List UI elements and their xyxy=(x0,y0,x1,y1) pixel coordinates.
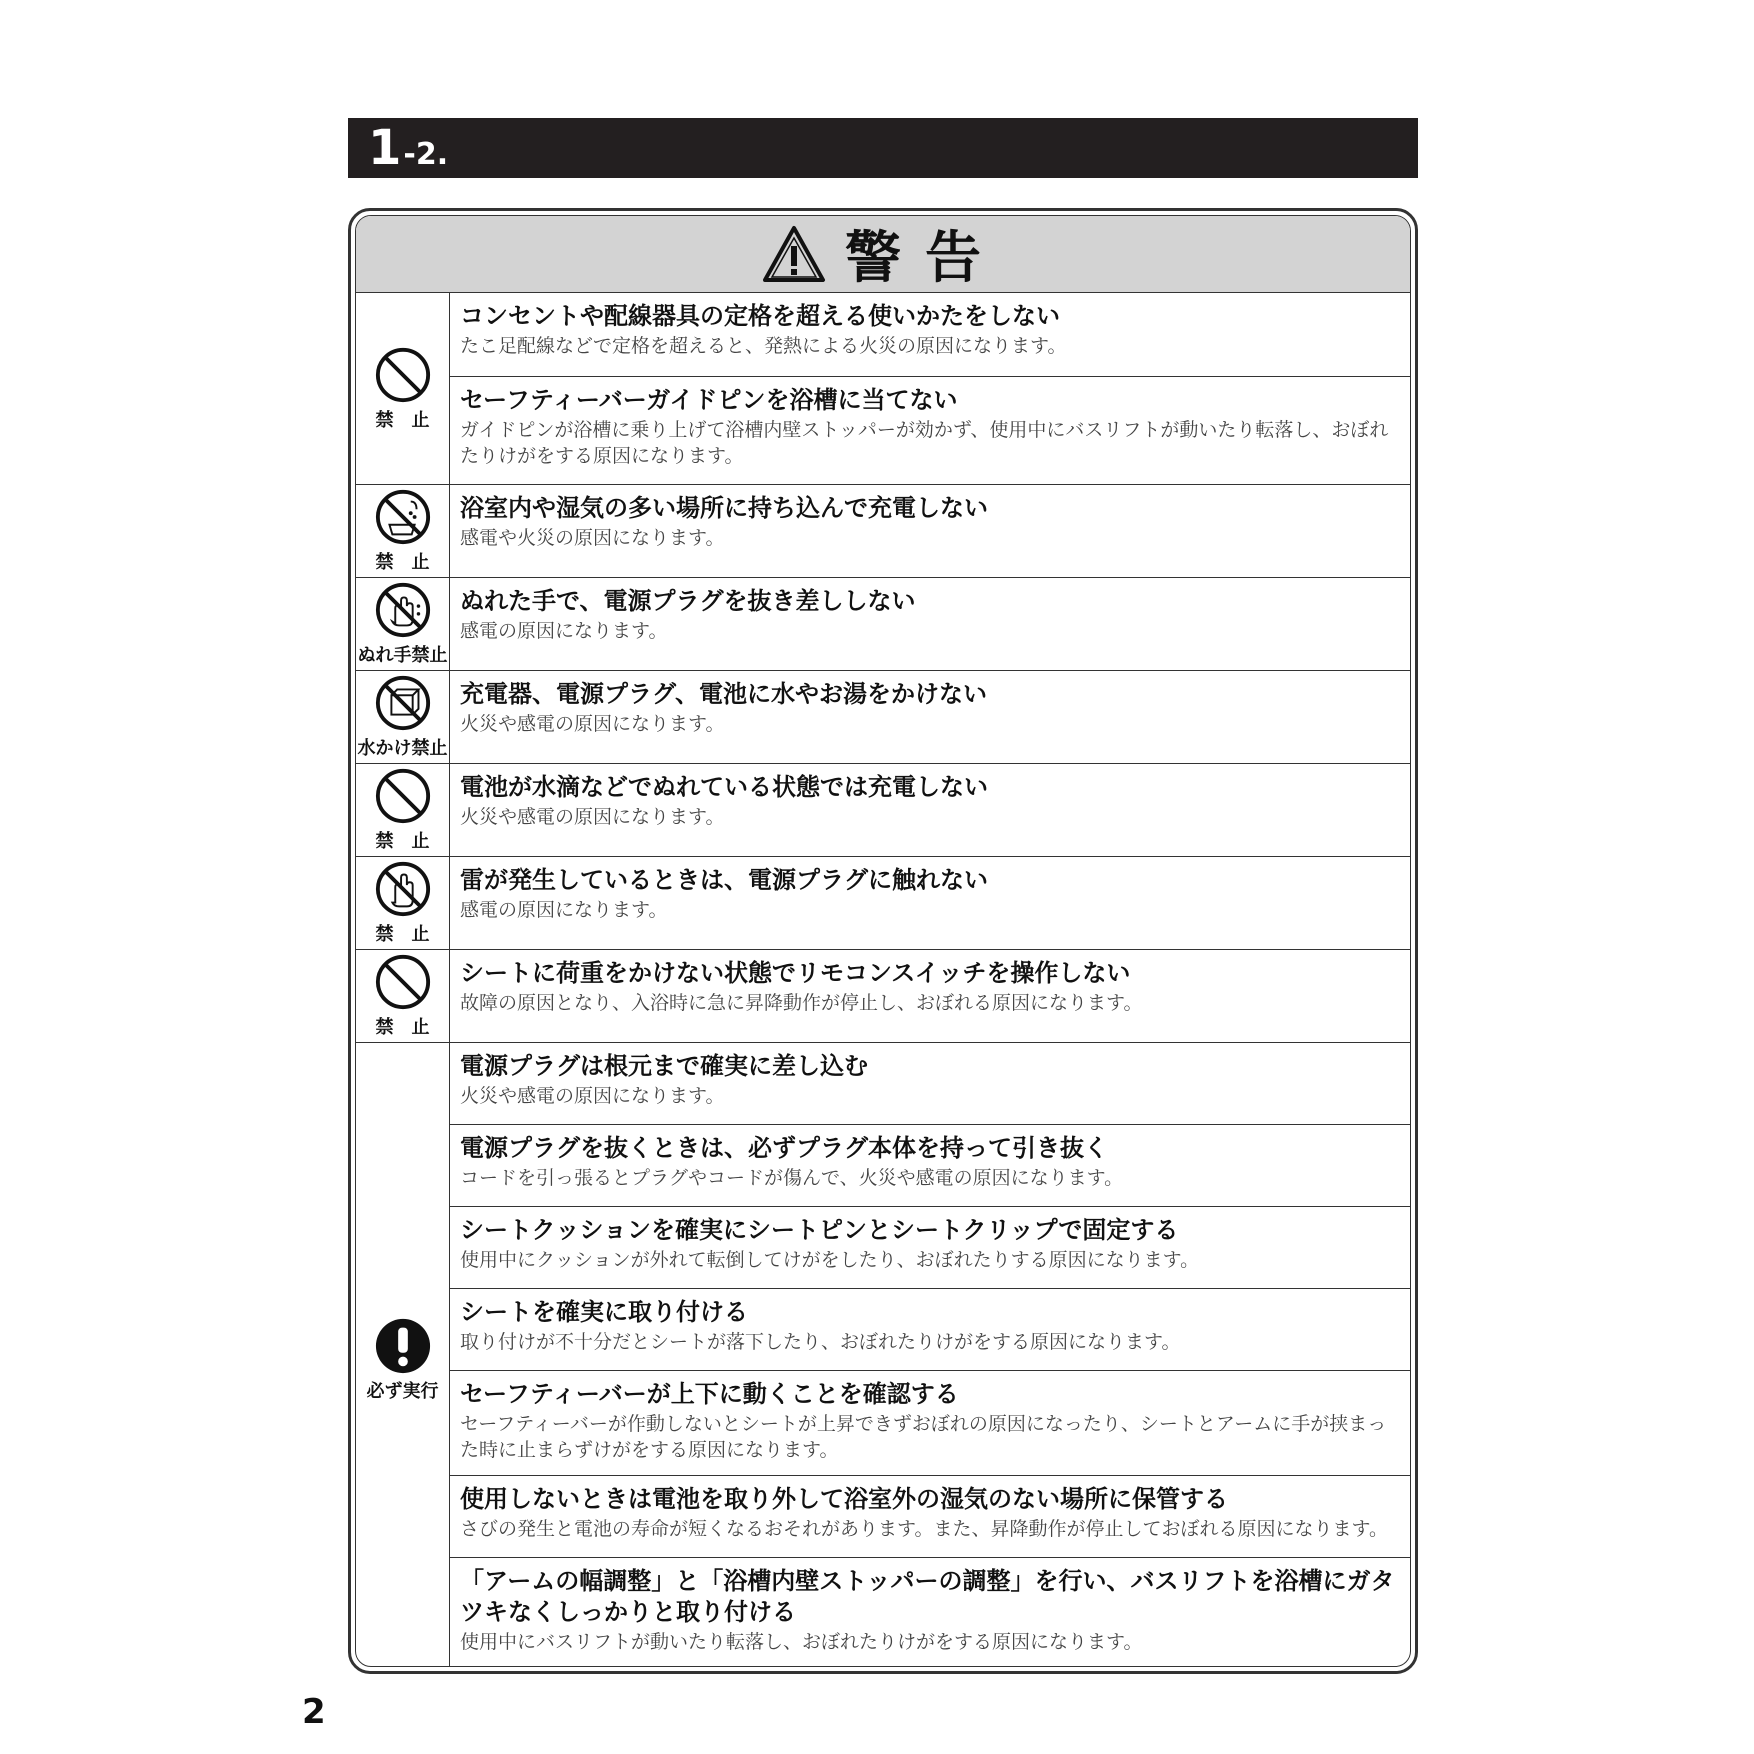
warning-item-description: 故障の原因となり、入浴時に急に昇降動作が停止し、おぼれる原因になります。 xyxy=(460,992,1143,1014)
symbol-cell xyxy=(356,578,450,670)
warning-item-heading: 電池が水滴などでぬれている状態では充電しない xyxy=(460,773,988,801)
warning-group xyxy=(356,857,1410,950)
warning-item-heading: 「アームの幅調整」と「浴槽内壁ストッパーの調整」を行い、バスリフトを浴槽にガタツキなくしっかりと取り付ける xyxy=(460,1567,1395,1626)
warning-items xyxy=(450,857,1410,949)
warning-items xyxy=(450,485,1410,577)
symbol-label: ぬれ手禁止 xyxy=(357,645,448,666)
warning-item xyxy=(450,671,1410,763)
warning-item-heading: コンセントや配線器具の定格を超える使いかたをしない xyxy=(460,302,1060,330)
warning-item xyxy=(450,1207,1410,1289)
no-water-icon xyxy=(374,674,432,732)
warning-item xyxy=(450,1043,1410,1125)
no-bathroom-icon xyxy=(374,488,432,546)
no-wet-hands-icon xyxy=(374,581,432,639)
warning-item-heading: 雷が発生しているときは、電源プラグに触れない xyxy=(460,866,988,894)
symbol-label: 禁止 xyxy=(375,831,448,852)
warning-header xyxy=(356,216,1410,293)
warning-item-heading: 充電器、電源プラグ、電池に水やお湯をかけない xyxy=(460,680,988,708)
warning-group xyxy=(356,671,1410,764)
warning-items xyxy=(450,950,1410,1042)
page-number: 2 xyxy=(302,1692,326,1732)
section-subnumber: -2. xyxy=(403,137,449,172)
warning-item-heading: シートを確実に取り付ける xyxy=(460,1298,748,1326)
warning-group xyxy=(356,578,1410,671)
symbol-cell xyxy=(356,293,450,484)
warning-item-description: たこ足配線などで定格を超えると、発熱による火災の原因になります。 xyxy=(460,335,1067,357)
prohibition-icon xyxy=(374,767,432,825)
warning-triangle-icon xyxy=(761,224,827,284)
warning-items xyxy=(450,764,1410,856)
warning-item xyxy=(450,1125,1410,1207)
warning-items xyxy=(450,671,1410,763)
symbol-label: 必ず実行 xyxy=(366,1381,439,1402)
warning-groups xyxy=(356,293,1410,1667)
prohibition-icon xyxy=(374,953,432,1011)
symbol-label: 禁止 xyxy=(375,409,448,431)
warning-box xyxy=(348,208,1418,1674)
symbol-label: 水かけ禁止 xyxy=(357,738,448,759)
warning-item-heading: 電源プラグは根元まで確実に差し込む xyxy=(460,1052,868,1080)
warning-items xyxy=(450,293,1410,484)
warning-item xyxy=(450,950,1410,1042)
warning-item-description: 火災や感電の原因になります。 xyxy=(460,713,725,735)
symbol-label: 禁止 xyxy=(375,924,448,945)
warning-item-description: 感電の原因になります。 xyxy=(460,899,668,921)
symbol-label: 禁止 xyxy=(375,552,448,573)
warning-item-heading: ぬれた手で、電源プラグを抜き差ししない xyxy=(460,587,916,615)
warning-item-heading: セーフティーバーガイドピンを浴槽に当てない xyxy=(460,385,958,414)
symbol-label: 禁止 xyxy=(375,1017,448,1038)
warning-item-description: セーフティーバーが作動しないとシートが上昇できずおぼれの原因になったり、シートとアームに手が挟まった時に止まらずけがをする原因になります。 xyxy=(460,1413,1387,1461)
warning-item xyxy=(450,485,1410,577)
warning-item-description: 感電の原因になります。 xyxy=(460,620,668,642)
symbol-cell xyxy=(356,671,450,763)
warning-item xyxy=(450,1371,1410,1476)
warning-item-description: 使用中にクッションが外れて転倒してけがをしたり、おぼれたりする原因になります。 xyxy=(460,1249,1200,1271)
warning-group xyxy=(356,293,1410,485)
warning-item-description: 火災や感電の原因になります。 xyxy=(460,1085,725,1107)
warning-item xyxy=(450,1289,1410,1371)
warning-item-description: 火災や感電の原因になります。 xyxy=(460,806,725,828)
warning-item xyxy=(450,1476,1410,1558)
warning-item xyxy=(450,293,1410,377)
warning-item-description: コードを引っ張るとプラグやコードが傷んで、火災や感電の原因になります。 xyxy=(460,1167,1124,1189)
symbol-cell xyxy=(356,1043,450,1667)
warning-title: 警告 xyxy=(845,226,1005,291)
symbol-cell xyxy=(356,485,450,577)
section-number: 1 xyxy=(368,120,402,176)
warning-item-heading: 使用しないときは電池を取り外して浴室外の湿気のない場所に保管する xyxy=(460,1485,1228,1513)
warning-item xyxy=(450,377,1410,484)
symbol-cell xyxy=(356,764,450,856)
warning-item-heading: シートに荷重をかけない状態でリモコンスイッチを操作しない xyxy=(460,959,1131,987)
warning-item-description: ガイドピンが浴槽に乗り上げて浴槽内壁ストッパーが効かず、使用中にバスリフトが動いたり転落し、おぼれたりけがをする原因になります。 xyxy=(460,418,1389,467)
warning-item xyxy=(450,1558,1410,1667)
prohibition-icon xyxy=(374,346,432,404)
warning-group xyxy=(356,764,1410,857)
no-touch-icon xyxy=(374,860,432,918)
warning-item-description: 使用中にバスリフトが動いたり転落し、おぼれたりけがをする原因になります。 xyxy=(460,1631,1143,1653)
warning-item-heading: 浴室内や湿気の多い場所に持ち込んで充電しない xyxy=(460,494,988,522)
warning-item-description: さびの発生と電池の寿命が短くなるおそれがあります。また、昇降動作が停止しておぼれる原因になります。 xyxy=(460,1518,1388,1540)
warning-item xyxy=(450,857,1410,949)
warning-group xyxy=(356,950,1410,1043)
warning-items xyxy=(450,578,1410,670)
symbol-cell xyxy=(356,857,450,949)
warning-item-heading: セーフティーバーが上下に動くことを確認する xyxy=(460,1380,959,1408)
warning-group xyxy=(356,485,1410,578)
warning-item xyxy=(450,764,1410,856)
warning-group xyxy=(356,1043,1410,1667)
mandatory-icon xyxy=(374,1317,432,1375)
warning-item xyxy=(450,578,1410,670)
warning-item-heading: シートクッションを確実にシートピンとシートクリップで固定する xyxy=(460,1216,1179,1244)
warning-item-description: 感電や火災の原因になります。 xyxy=(460,527,725,549)
warning-item-heading: 電源プラグを抜くときは、必ずプラグ本体を持って引き抜く xyxy=(460,1134,1108,1162)
section-header-bar xyxy=(348,118,1418,178)
warning-item-description: 取り付けが不十分だとシートが落下したり、おぼれたりけがをする原因になります。 xyxy=(460,1331,1181,1353)
symbol-cell xyxy=(356,950,450,1042)
warning-items xyxy=(450,1043,1410,1667)
